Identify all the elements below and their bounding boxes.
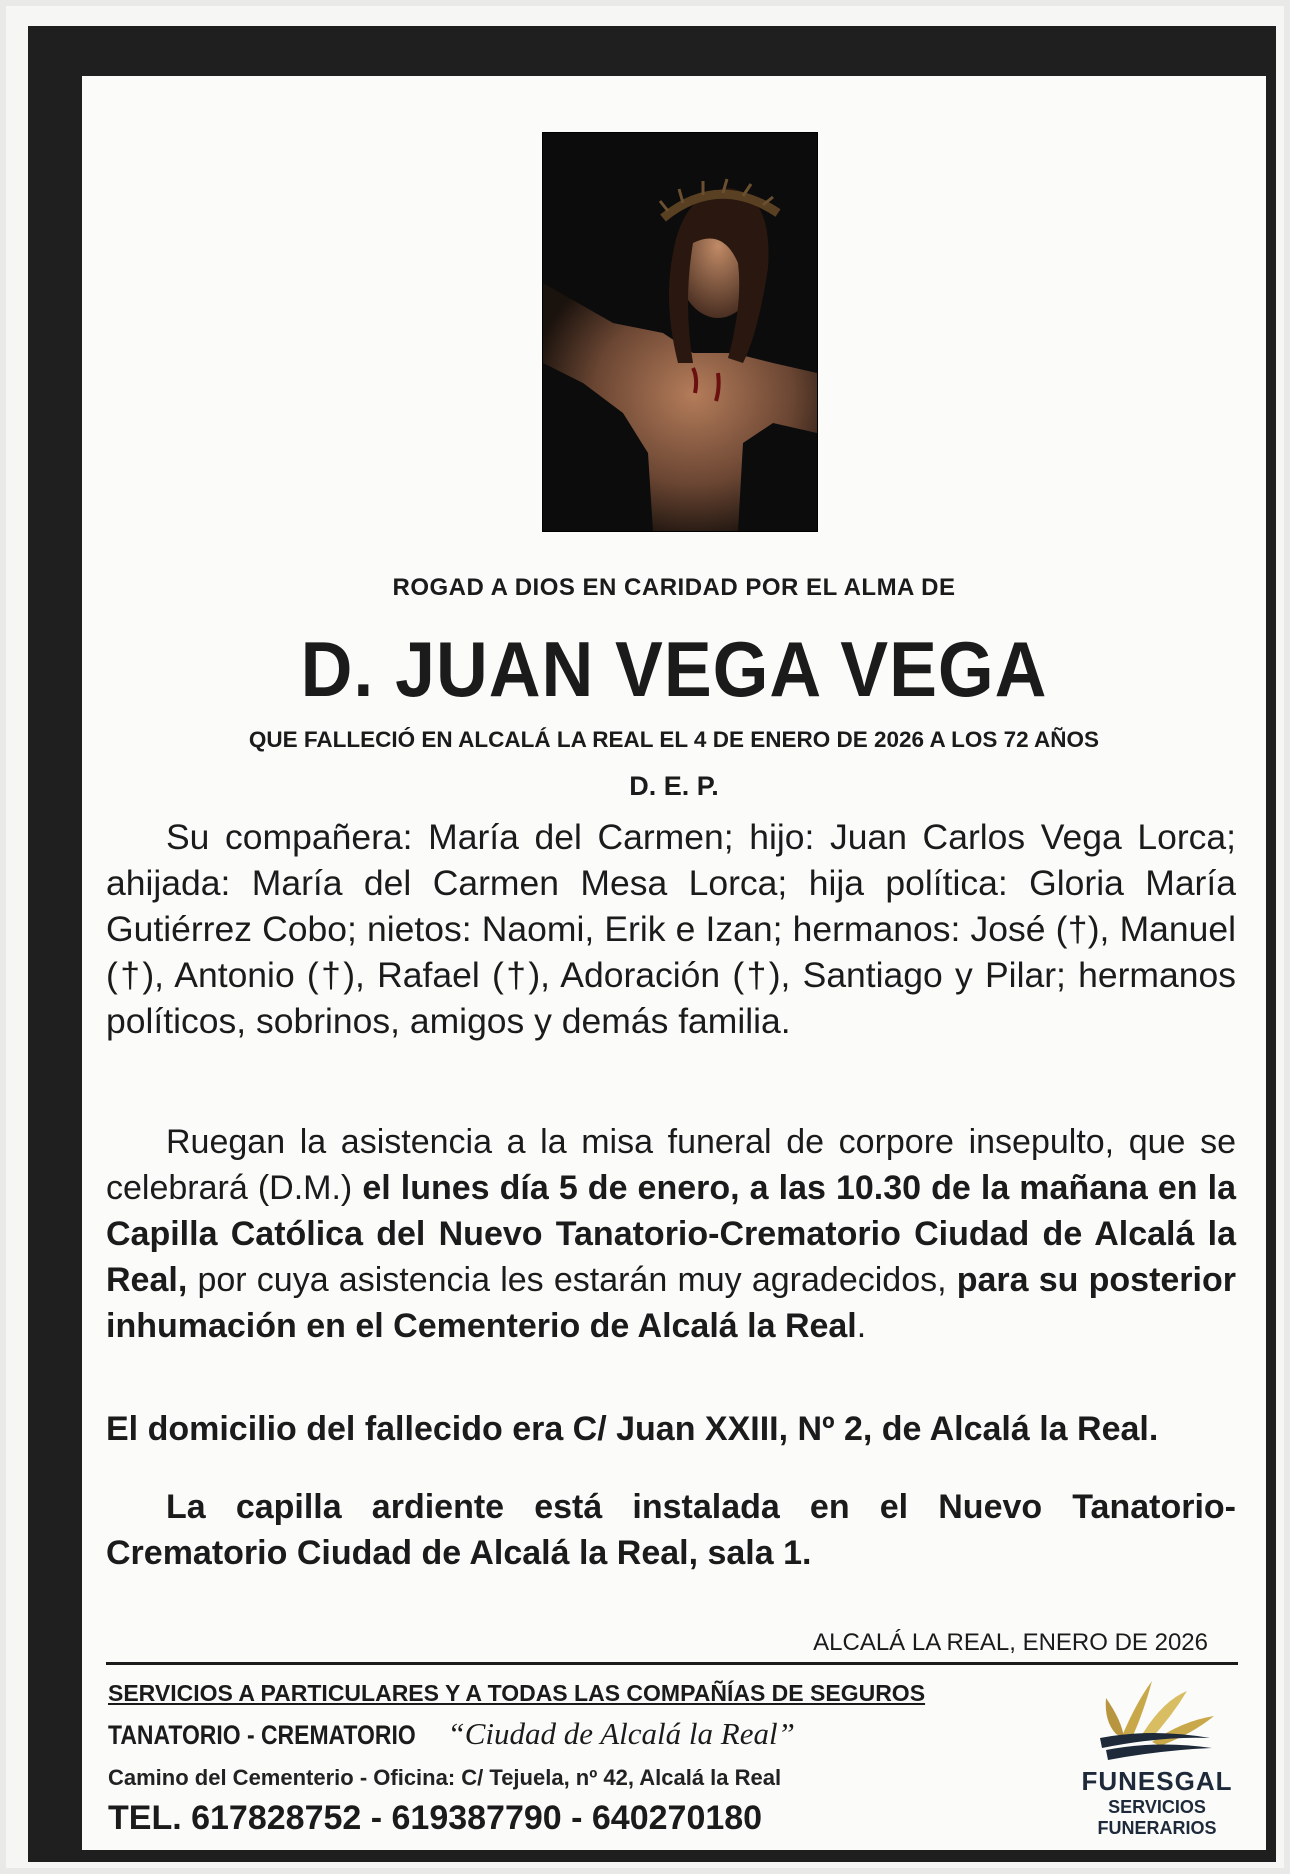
black-border-frame (28, 26, 1276, 1862)
family-paragraph: Su compañera: María del Carmen; hijo: Juan Carlos Vega Lorca; ahijada: María del Carmen Mesa Lorca; hija política: Gloria María Gutiérrez Cobo; nietos: Naomi, Erik e Izan; hermanos: José (†), Manuel (†), Antonio (†), Rafael (†), Adoración (†), Santiago y Pilar; hermanos políticos, sobrinos, amigos y demás familia. (106, 817, 1236, 1041)
funeral-details-bold: el lunes día 5 de enero, a las 10.30 de la mañana en la Capilla Católica del Nuevo Tanatorio-Crematorio Ciudad de Alcalá la Real, (106, 1169, 1236, 1299)
place-date: ALCALÁ LA REAL, ENERO DE 2026 (813, 1629, 1208, 1656)
divider (106, 1662, 1238, 1665)
funesgal-logo (1062, 1676, 1252, 1836)
burial-details-bold: para su posterior inhumación en el Cementerio de Alcalá la Real (106, 1261, 1236, 1345)
tanatorio-label: TANATORIO - CREMATORIO (108, 1720, 416, 1750)
notice-content (82, 76, 1266, 1850)
funeral-text-3: . (856, 1307, 867, 1345)
deceased-name: D. JUAN VEGA VEGA (300, 625, 1048, 713)
rip-abbreviation: D. E. P. (629, 771, 719, 801)
funeral-text-2: por cuya asistencia les estarán muy agradecidos, (187, 1261, 957, 1299)
crucified-christ-image (542, 132, 818, 532)
paper (6, 6, 1284, 1868)
funeral-text-1: Ruegan la asistencia a la misa funeral de corpore insepulto, que se celebrará (D.M.) (106, 1123, 1236, 1207)
chapel-paragraph: La capilla ardiente está instalada en el Nuevo Tanatorio-Crematorio Ciudad de Alcalá la Real, sala 1. (106, 1488, 1236, 1572)
intro-line: ROGAD A DIOS EN CARIDAD POR EL ALMA DE (392, 574, 956, 601)
brand-subtitle: SERVICIOS FUNERARIOS (1097, 1797, 1217, 1838)
address-line: Camino del Cementerio - Oficina: C/ Tejuela, nº 42, Alcalá la Real (108, 1765, 782, 1790)
tanatorio-city-name: “Ciudad de Alcalá la Real” (447, 1716, 795, 1751)
brand-name: FUNESGAL (1081, 1766, 1233, 1796)
phone-numbers: TEL. 617828752 - 619387790 - 640270180 (108, 1799, 763, 1837)
tanatorio-line (108, 1716, 795, 1752)
services-line: SERVICIOS A PARTICULARES Y A TODAS LAS COMPAÑÍAS DE SEGUROS (108, 1680, 926, 1706)
leaf-logo-icon (1092, 1676, 1222, 1762)
death-details: QUE FALLECIÓ EN ALCALÁ LA REAL EL 4 DE ENERO DE 2026 A LOS 72 AÑOS (248, 727, 1100, 752)
funeral-paragraph (106, 1119, 1236, 1349)
domicile-line: El domicilio del fallecido era C/ Juan XXIII, Nº 2, de Alcalá la Real. (106, 1410, 1159, 1448)
